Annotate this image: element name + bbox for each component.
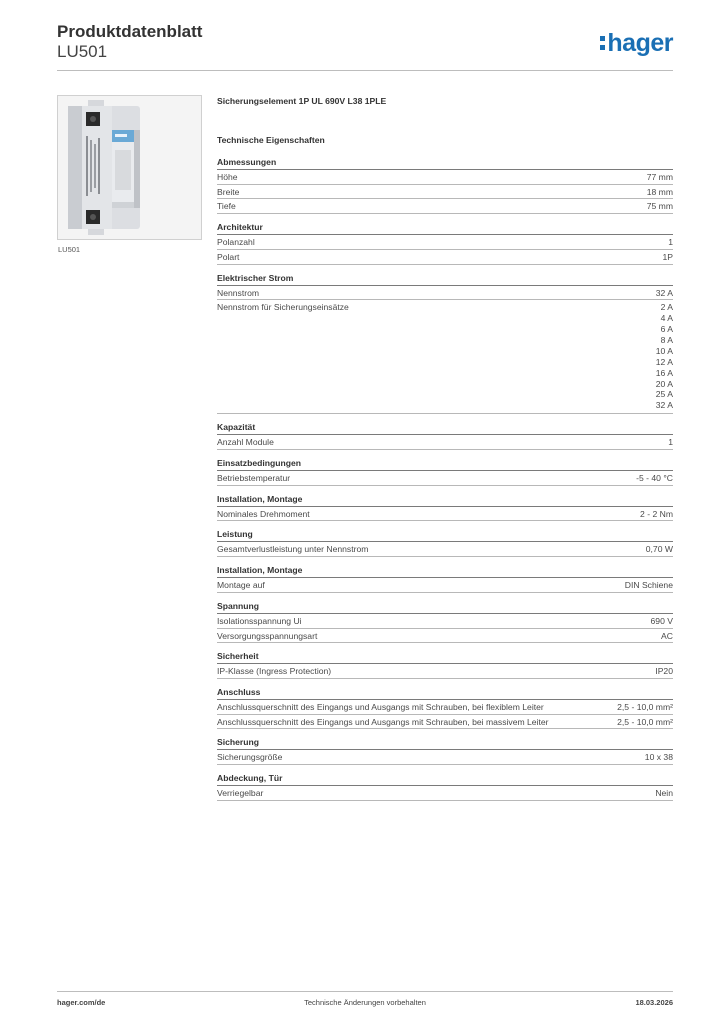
technical-properties-title: Technische Eigenschaften [217, 135, 325, 145]
spec-row [217, 300, 673, 414]
section-heading: Einsatzbedingungen [217, 457, 673, 471]
spec-row [217, 435, 673, 450]
spec-section [217, 493, 673, 522]
spec-value: 18 mm [646, 186, 673, 197]
spec-value: 4 A [660, 313, 673, 324]
spec-row [217, 471, 673, 486]
spec-section [217, 686, 673, 729]
spec-row [217, 542, 673, 557]
spec-value: 1 [668, 237, 673, 248]
spec-row [217, 629, 673, 644]
spec-value: -5 - 40 °C [636, 472, 673, 483]
spec-value: 16 A [655, 367, 673, 378]
spec-value: 75 mm [646, 201, 673, 212]
spec-value: 2 - 2 Nm [640, 508, 673, 519]
spec-section [217, 528, 673, 557]
image-caption: LU501 [58, 245, 81, 254]
spec-value: 2 A [660, 302, 673, 313]
spec-section [217, 564, 673, 593]
spec-value-list [656, 302, 673, 412]
spec-row [217, 199, 673, 214]
spec-section [217, 156, 673, 214]
spec-value: 2,5 - 10,0 mm² [617, 701, 673, 712]
spec-label: Isolationsspannung Ui [217, 615, 302, 626]
spec-section [217, 457, 673, 486]
logo-dots-icon [600, 36, 605, 50]
spec-section [217, 272, 673, 415]
spec-value: AC [661, 630, 673, 641]
footer-notice: Technische Änderungen vorbehalten [304, 998, 426, 1007]
spec-value: 20 A [655, 378, 673, 389]
spec-row [217, 614, 673, 629]
spec-value: 10 A [655, 345, 673, 356]
spec-row [217, 507, 673, 522]
product-code: LU501 [57, 42, 108, 61]
spec-label: Nennstrom für Sicherungseinsätze [217, 302, 349, 313]
spec-value: IP20 [655, 666, 673, 677]
spec-label: Nennstrom [217, 287, 260, 298]
spec-value: 2,5 - 10,0 mm² [617, 716, 673, 727]
spec-row [217, 185, 673, 200]
spec-row [217, 286, 673, 301]
spec-row [217, 170, 673, 185]
document-header [57, 22, 673, 70]
spec-row [217, 235, 673, 250]
spec-section [217, 650, 673, 679]
spec-label: Breite [217, 186, 240, 197]
spec-row [217, 786, 673, 801]
spec-sections [217, 156, 673, 801]
spec-label: Anzahl Module [217, 437, 274, 448]
spec-value: 10 x 38 [644, 752, 673, 763]
spec-row [217, 664, 673, 679]
spec-value: 25 A [655, 389, 673, 400]
section-heading: Leistung [217, 528, 673, 542]
spec-label: IP-Klasse (Ingress Protection) [217, 666, 332, 677]
spec-label: Gesamtverlustleistung unter Nennstrom [217, 544, 369, 555]
spec-section [217, 600, 673, 643]
section-heading: Installation, Montage [217, 564, 673, 578]
section-heading: Sicherheit [217, 650, 673, 664]
spec-label: Betriebstemperatur [217, 472, 291, 483]
spec-value: Nein [655, 788, 673, 799]
spec-value: 1 [668, 437, 673, 448]
spec-value: 8 A [660, 334, 673, 345]
section-heading: Kapazität [217, 421, 673, 435]
spec-value: 32 A [655, 287, 673, 298]
header-divider [57, 70, 673, 71]
spec-value: 0,70 W [645, 544, 673, 555]
spec-label: Polart [217, 251, 240, 262]
spec-label: Versorgungsspannungsart [217, 630, 318, 641]
fuse-holder-image [58, 96, 201, 239]
spec-value: 32 A [655, 400, 673, 411]
footer-divider [57, 991, 673, 992]
footer-website: hager.com/de [57, 998, 106, 1007]
spec-section [217, 221, 673, 264]
spec-section [217, 421, 673, 450]
spec-section [217, 736, 673, 765]
spec-value: 6 A [660, 324, 673, 335]
spec-label: Nominales Drehmoment [217, 508, 310, 519]
logo-text: hager [607, 29, 673, 57]
spec-label: Tiefe [217, 201, 236, 212]
product-image [57, 95, 202, 240]
document-title: Produktdatenblatt [57, 22, 203, 41]
spec-label: Verriegelbar [217, 788, 264, 799]
spec-section [217, 772, 673, 801]
spec-label: Polanzahl [217, 237, 255, 248]
spec-label: Höhe [217, 172, 238, 182]
spec-label: Anschlussquerschnitt des Eingangs und Ausgangs mit Schrauben, bei massivem Leiter [217, 716, 549, 727]
hager-logo [600, 30, 673, 56]
spec-value: 77 mm [646, 172, 673, 182]
section-heading: Architektur [217, 221, 673, 235]
spec-label: Anschlussquerschnitt des Eingangs und Ausgangs mit Schrauben, bei flexiblem Leiter [217, 701, 544, 712]
section-heading: Installation, Montage [217, 493, 673, 507]
spec-value: 1P [662, 251, 673, 262]
spec-value: 690 V [650, 615, 673, 626]
spec-value: 12 A [655, 356, 673, 367]
spec-row [217, 250, 673, 265]
spec-label: Montage auf [217, 580, 265, 591]
section-heading: Abdeckung, Tür [217, 772, 673, 786]
section-heading: Abmessungen [217, 156, 673, 170]
spec-row [217, 700, 673, 715]
section-heading: Sicherung [217, 736, 673, 750]
product-name: Sicherungselement 1P UL 690V L38 1PLE [217, 96, 387, 106]
spec-row [217, 715, 673, 730]
spec-value: DIN Schiene [624, 580, 673, 591]
spec-label: Sicherungsgröße [217, 752, 283, 763]
section-heading: Elektrischer Strom [217, 272, 673, 286]
spec-content [217, 96, 673, 801]
spec-row [217, 750, 673, 765]
section-heading: Anschluss [217, 686, 673, 700]
footer-date: 18.03.2026 [635, 998, 673, 1007]
section-heading: Spannung [217, 600, 673, 614]
spec-row [217, 578, 673, 593]
